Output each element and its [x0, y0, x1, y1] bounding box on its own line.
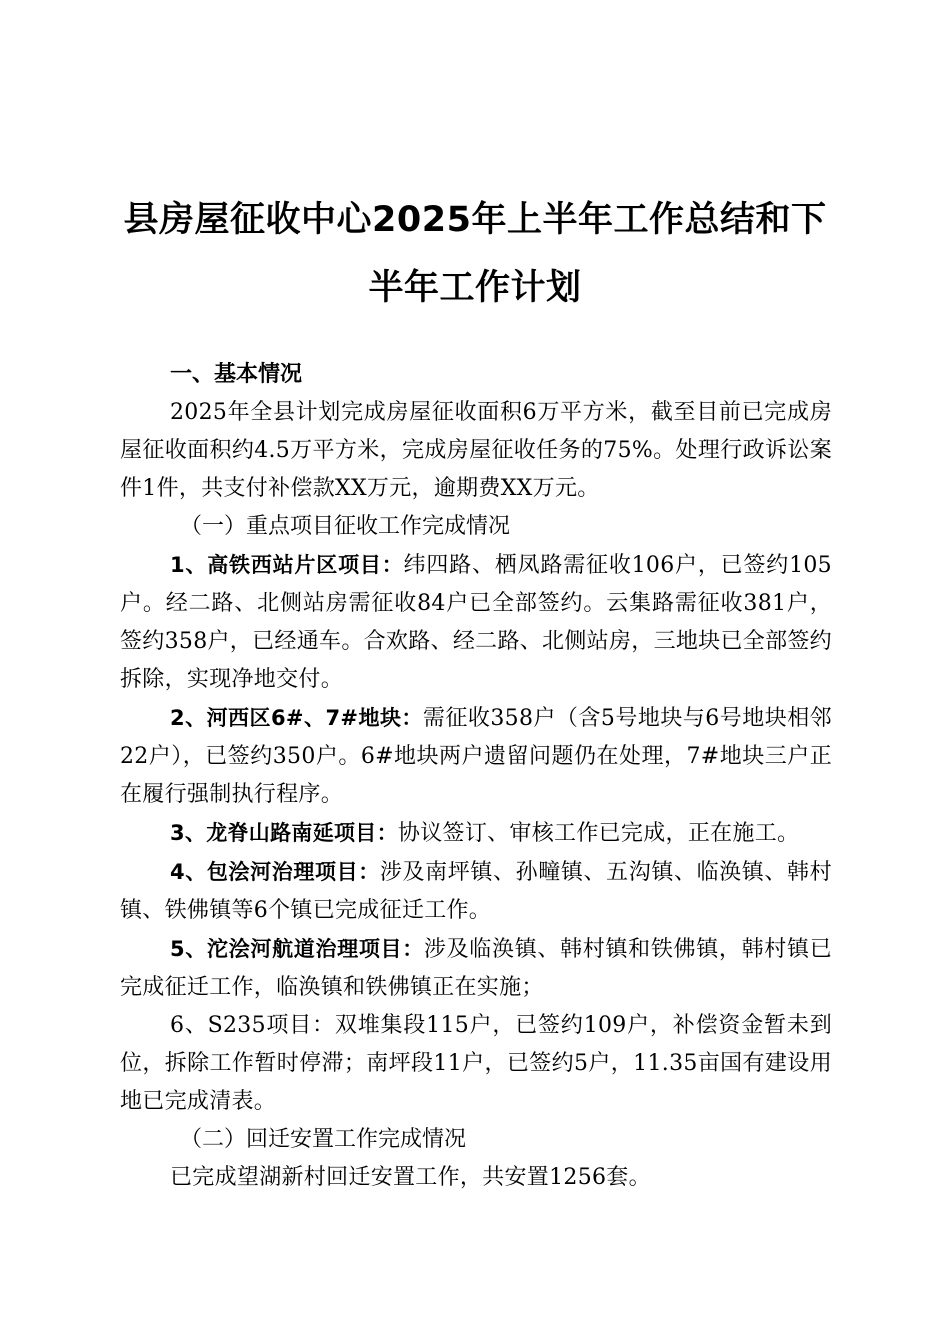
- project-2-label: 2、河西区6#、7#地块：: [170, 706, 423, 730]
- paragraph-resettlement: 已完成望湖新村回迁安置工作，共安置1256套。: [170, 1165, 651, 1190]
- list-item-project-6: 6、S235项目：双堆集段115户，已签约109户，补偿资金暂未到位，拆除工作暂时停滞；南坪段11户，已签约5户，11.35亩国有建设用地已完成清表。: [120, 1013, 832, 1114]
- list-item-project-5: [120, 930, 832, 1007]
- project-1-label: 1、高铁西站片区项目：: [170, 553, 404, 577]
- project-2-text: 需征收358户（含5号地块与6号地块相邻22户），已签约350户。6#地块两户遗留问题仍在处理，7#地块三户正在履行强制执行程序。: [120, 706, 832, 807]
- paragraph-basic-situation: 2025年全县计划完成房屋征收面积6万平方米，截至目前已完成房屋征收面积约4.5万平方米，完成房屋征收任务的75%。处理行政诉讼案件1件，共支付补偿款XX万元，逾期费XX万元。: [120, 400, 832, 501]
- list-item-project-3: [120, 814, 832, 853]
- document-title-line-2: 半年工作计划: [368, 268, 582, 308]
- project-3-text: 协议签订、审核工作已完成，正在施工。: [397, 821, 800, 846]
- list-item-project-2: [120, 699, 832, 814]
- document-title-line-1: 县房屋征收中心2025年上半年工作总结和下: [123, 200, 827, 240]
- subsection-heading-resettlement: （二）回迁安置工作完成情况: [180, 1127, 467, 1152]
- project-3-label: 3、龙脊山路南延项目：: [170, 821, 398, 845]
- section-heading-basic-situation: 一、基本情况: [170, 362, 303, 387]
- project-1-text: 纬四路、栖凤路需征收106户，已签约105户。经二路、北侧站房需征收84户已全部签约。云集路需征收381户，签约358户，已经通车。合欢路、经二路、北侧站房，三地块已全部签约拆除，实现净地交付。: [120, 553, 832, 692]
- project-5-text: 涉及临涣镇、韩村镇和铁佛镇，韩村镇已完成征迁工作，临涣镇和铁佛镇正在实施；: [120, 937, 832, 1000]
- subsection-heading-key-projects: （一）重点项目征收工作完成情况: [180, 514, 511, 539]
- project-4-text: 涉及南坪镇、孙疃镇、五沟镇、临涣镇、韩村镇、铁佛镇等6个镇已完成征迁工作。: [120, 860, 832, 923]
- list-item-project-4: [120, 853, 832, 930]
- project-5-label: 5、沱浍河航道治理项目：: [170, 937, 424, 961]
- project-4-label: 4、包浍河治理项目：: [170, 860, 380, 884]
- list-item-project-1: [120, 546, 832, 699]
- document-body: [120, 356, 832, 1197]
